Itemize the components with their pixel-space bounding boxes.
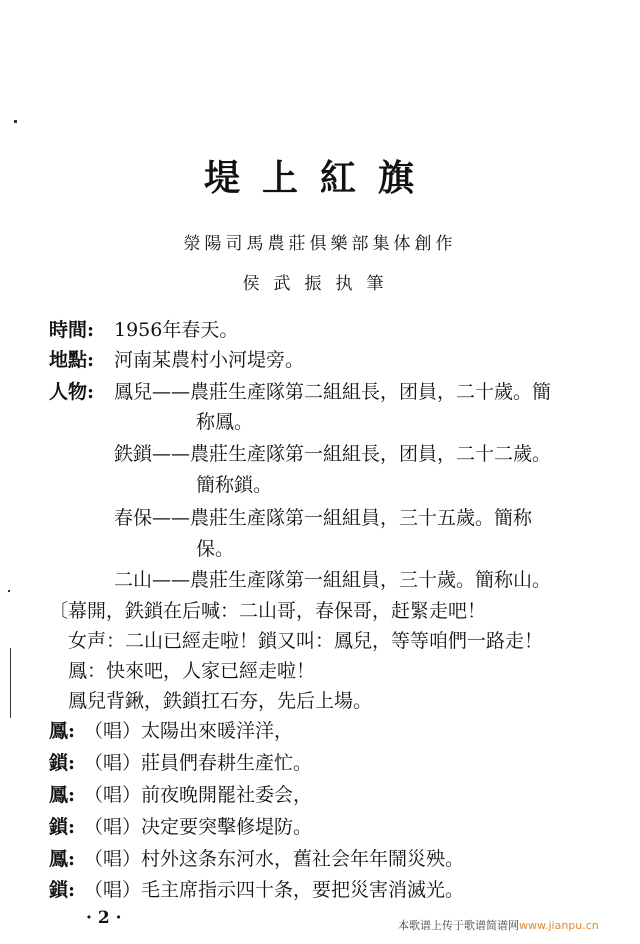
author-name: 侯武振执筆	[242, 274, 398, 294]
author-organization: 滎陽司馬農莊俱樂部集体創作	[183, 234, 457, 254]
scan-edge-line	[10, 648, 11, 718]
speaker-label: 鳳:	[49, 720, 76, 742]
sung-line: （唱）决定要突擊修堤防。	[84, 816, 313, 838]
stage-direction-voice: 女声：二山已經走啦！鎖又叫：鳳兒，等等咱們一路走！	[68, 630, 544, 652]
speaker-label: 鎖:	[49, 879, 76, 901]
character-tiesuo-cont: 簡称鎖。	[196, 474, 273, 496]
sung-line: （唱）前夜晚開罷社委会，	[84, 784, 313, 806]
place-text: 河南某農村小河堤旁。	[114, 349, 305, 371]
character-chunbao-cont: 保。	[196, 538, 235, 560]
speaker-label: 鎖:	[49, 752, 76, 774]
speaker-label: 鎖:	[49, 816, 76, 838]
site-watermark	[398, 917, 599, 933]
character-fenger: 鳳兒——農莊生產隊第二組組長，团員，二十歲。簡	[114, 381, 552, 403]
watermark-url: www.jianpu.cn	[519, 919, 599, 932]
page-number: · 2 ·	[86, 908, 122, 928]
time-text: 1956年春天。	[114, 319, 239, 341]
character-tiesuo: 鉄鎖——農莊生產隊第一組組長，团員，二十二歲。	[114, 443, 552, 465]
scan-speck	[8, 590, 10, 592]
time-label: 時間:	[49, 319, 95, 341]
sung-line: （唱）太陽出來暖洋洋，	[84, 720, 294, 742]
scan-speck	[14, 120, 17, 123]
stage-direction-open: 〔幕開，鉄鎖在后喊：二山哥，春保哥，赶緊走吧！	[49, 600, 487, 622]
character-ershan: 二山——農莊生產隊第一組組員，三十歲。簡称山。	[114, 569, 552, 591]
dialogue-feng: 鳳：快來吧，人家已經走啦！	[68, 660, 316, 682]
sung-line: （唱）村外这条东河水，舊社会年年鬧災殃。	[84, 848, 465, 870]
watermark-text: 本歌谱上传于歌谱简谱网	[398, 919, 519, 932]
speaker-label: 鳳:	[49, 848, 76, 870]
speaker-label: 鳳:	[49, 784, 76, 806]
place-label: 地點:	[49, 349, 95, 371]
sung-line: （唱）莊員們春耕生產忙。	[84, 752, 313, 774]
people-label: 人物:	[49, 381, 95, 403]
character-chunbao: 春保——農莊生產隊第一組組員，三十五歲。簡称	[114, 507, 533, 529]
stage-direction-enter: 鳳兒背鍬，鉄鎖扛石夯，先后上場。	[68, 690, 373, 712]
character-fenger-cont: 称鳳。	[196, 411, 254, 433]
page-title: 堤上紅旗	[203, 157, 436, 199]
sung-line: （唱）毛主席指示四十条，要把災害消滅光。	[84, 879, 465, 901]
